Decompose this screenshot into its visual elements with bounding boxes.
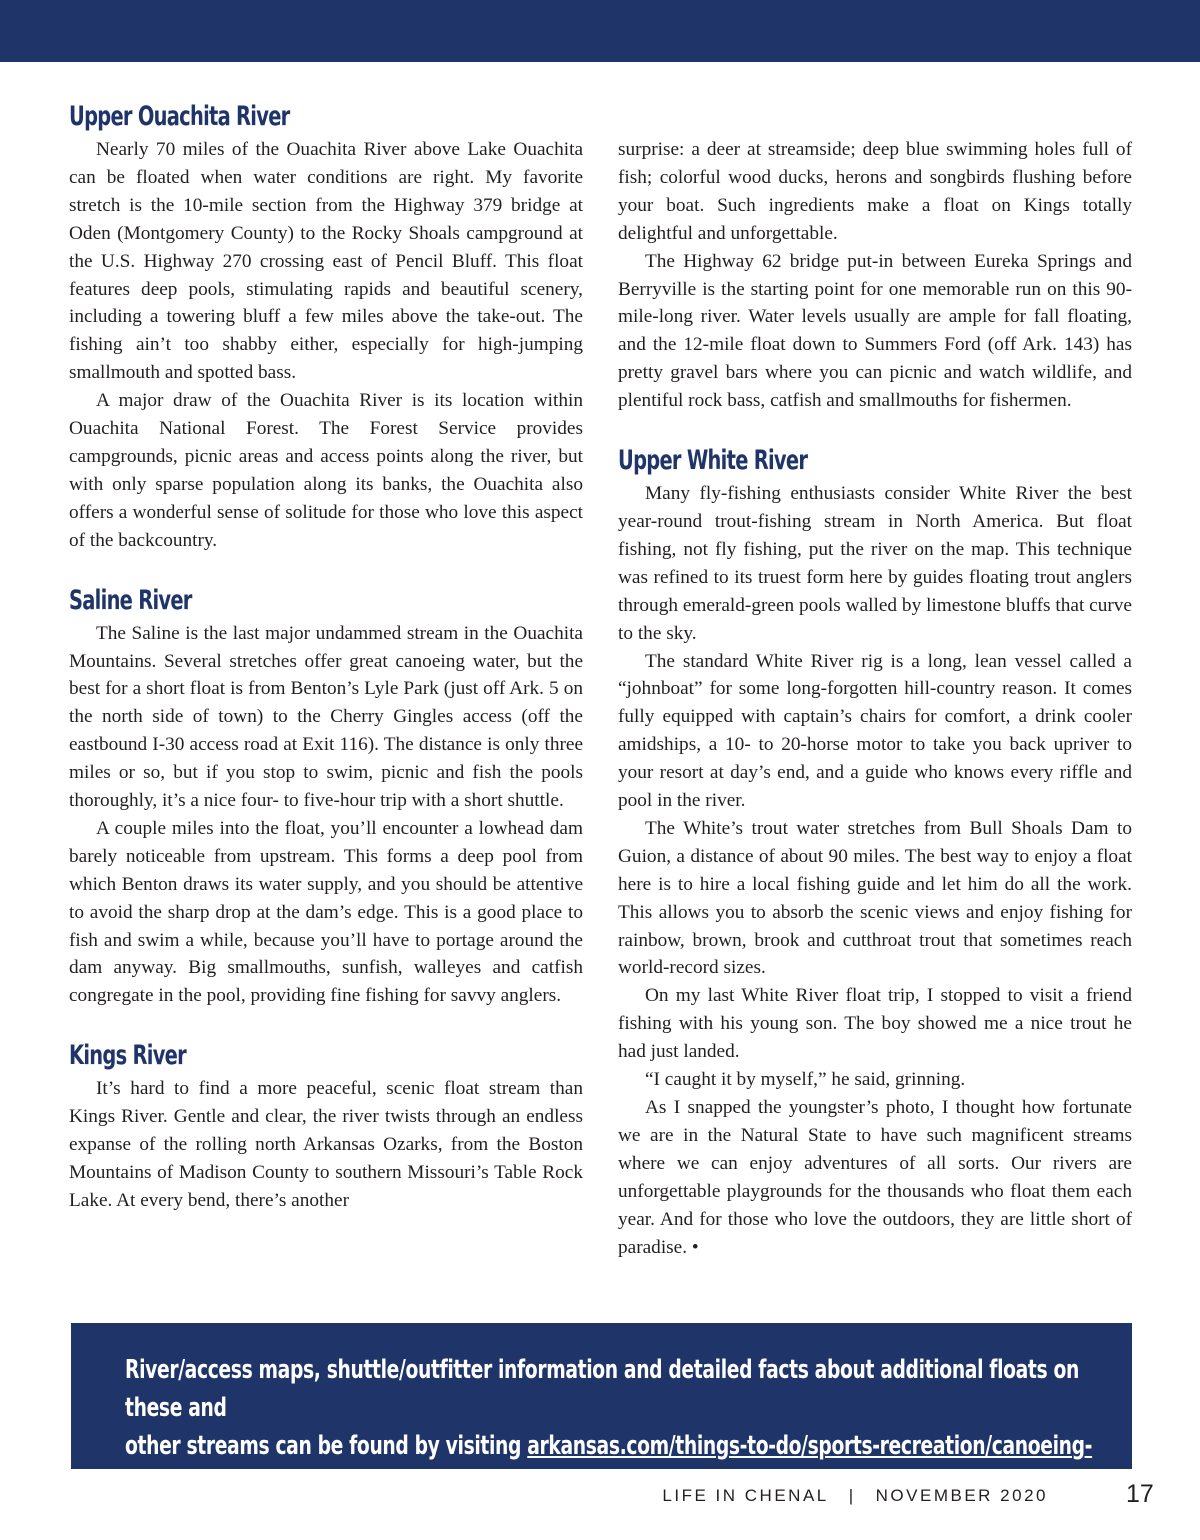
page-footer bbox=[662, 1486, 1048, 1506]
heading-kings-river: Kings River bbox=[69, 1040, 186, 1072]
paragraph: It’s hard to find a more peaceful, scenic float stream than Kings River. Gentle and clear, the river twists through an endless expanse of the rolling north Arkansas Ozarks, from the Boston Mountains of Madison County to southern Missouri’s Table Rock Lake. At every bend, there’s another bbox=[69, 1078, 583, 1211]
arkansas-canoeing-link[interactable]: arkansas.com/things-to-do/sports-recreation/canoeing-kayaking bbox=[125, 1431, 1093, 1499]
top-banner-bar bbox=[0, 0, 1200, 62]
paragraph: Many fly-fishing enthusiasts consider White River the best year-round trout-fishing stream in North America. But float fishing, not fly fishing, put the river on the map. This technique was refined to its truest form here by guides floating trout anglers through emerald-green pools walled by limestone bluffs that curve to the sky. bbox=[618, 483, 1132, 644]
left-column bbox=[69, 98, 583, 1215]
paragraph: Nearly 70 miles of the Ouachita River above Lake Ouachita can be floated when water conditions are right. My favorite stretch is the 10-mile section from the Highway 379 bridge at Oden (Montgomery County) to the Rocky Shoals campground at the U.S. Highway 270 crossing east of Pencil Bluff. This float features deep pools, stimulating rapids and beautiful scenery, including a towering bluff a few miles above the take-out. The fishing ain’t too shabby either, especially for high-jumping smallmouth and spotted bass. bbox=[69, 139, 583, 384]
callout-line-1: River/access maps, shuttle/outfitter information and detailed facts about additional floats on these and bbox=[125, 1355, 1079, 1423]
issue-date: NOVEMBER 2020 bbox=[875, 1486, 1048, 1505]
paragraph: On my last White River float trip, I stopped to visit a friend fishing with his young son. The boy showed me a nice trout he had just landed. bbox=[618, 985, 1132, 1063]
paragraph: surprise: a deer at streamside; deep blue swimming holes full of fish; colorful wood ducks, herons and songbirds flushing before your boat. Such ingredients make a float on Kings totally delightful and unforgettable. bbox=[618, 139, 1132, 244]
heading-upper-white-river: Upper White River bbox=[618, 445, 808, 477]
footer-separator: | bbox=[848, 1486, 856, 1505]
paragraph: The Highway 62 bridge put-in between Eureka Springs and Berryville is the starting point for one memorable run on this 90-mile-long river. Water levels usually are ample for fall floating, and the 12-mile float down to Summers Ford (off Ark. 143) has pretty gravel bars where you can picnic and watch wildlife, and plentiful rock bass, catfish and smallmouths for fishermen. bbox=[618, 250, 1132, 412]
paragraph: A couple miles into the float, you’ll encounter a lowhead dam barely noticeable from upstream. This forms a deep pool from which Benton draws its water supply, and you should be attentive to avoid the sharp drop at the dam’s edge. This is a good place to fish and swim a while, because you’ll have to portage around the dam anyway. Big smallmouths, sunfish, walleyes and catfish congregate in the pool, providing fine fishing for savvy anglers. bbox=[69, 817, 583, 1007]
right-column bbox=[618, 136, 1132, 1261]
page-number: 17 bbox=[1126, 1480, 1154, 1508]
paragraph: As I snapped the youngster’s photo, I thought how fortunate we are in the Natural State to have such magnificent streams where we can enjoy adventures of all sorts. Our rivers are unforgettable playgrounds for the thousands who float them each year. And for those who love the outdoors, they are little short of paradise. • bbox=[618, 1097, 1132, 1258]
paragraph: The White’s trout water stretches from Bull Shoals Dam to Guion, a distance of about 90 miles. The best way to enjoy a float here is to hire a local fishing guide and let him do all the work. This allows you to absorb the scenic views and enjoy fishing for rainbow, brown, brook and cutthroat trout that sometimes reach world-record sizes. bbox=[618, 817, 1132, 979]
callout-line-2-suffix: . bbox=[217, 1469, 224, 1499]
paragraph: A major draw of the Ouachita River is its location within Ouachita National Forest. The Forest Service provides campgrounds, picnic areas and access points along the river, but with only sparse population along its banks, the Ouachita also offers a wonderful sense of solitude for those who love this aspect of the backcountry. bbox=[69, 390, 583, 551]
heading-saline-river: Saline River bbox=[69, 584, 192, 616]
publication-name: LIFE IN CHENAL bbox=[662, 1486, 829, 1505]
paragraph: The Saline is the last major undammed stream in the Ouachita Mountains. Several stretches offer great canoeing water, but the best for a short float is from Benton’s Lyle Park (just off Ark. 5 on the north side of town) to the Cherry Gingles access (off the eastbound I-30 access road at Exit 116). The distance is only three miles or so, but if you stop to swim, picnic and fish the pools thoroughly, it’s a nice four- to five-hour trip with a short shuttle. bbox=[69, 622, 583, 812]
callout-line-2-prefix: other streams can be found by visiting bbox=[125, 1431, 528, 1461]
heading-upper-ouachita-river: Upper Ouachita River bbox=[69, 101, 290, 132]
paragraph: The standard White River rig is a long, lean vessel called a “johnboat” for some long-forgotten hill-country reason. It comes fully equipped with captain’s chairs for comfort, a drink cooler amidships, a 10- to 20-horse motor to take you back upriver to your resort at day’s end, and a guide who knows every riffle and pool in the river. bbox=[618, 650, 1132, 812]
paragraph: “I caught it by myself,” he said, grinning. bbox=[645, 1069, 966, 1091]
callout-text bbox=[125, 1351, 1095, 1503]
